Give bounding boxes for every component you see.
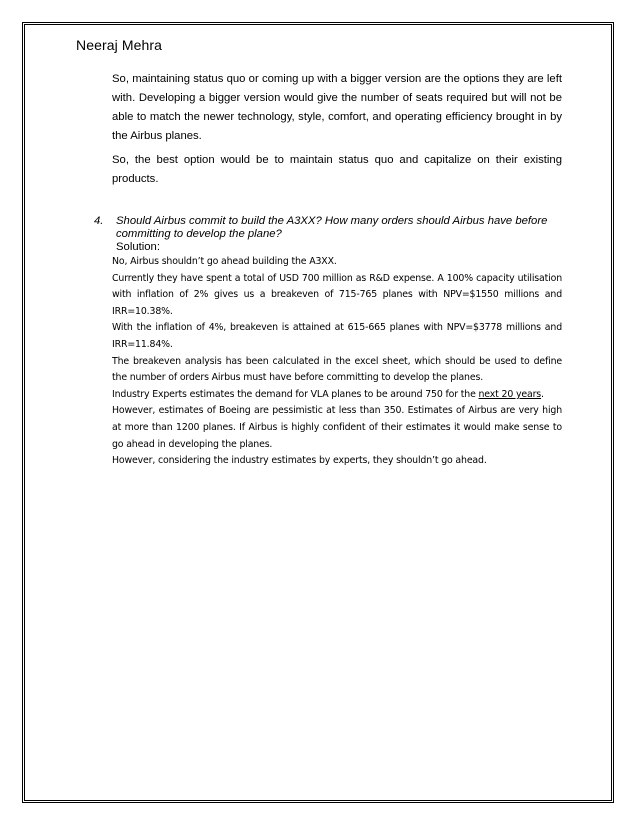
next-20-years-underlined: next 20 years bbox=[478, 388, 542, 400]
answer-line-3: With the inflation of 4%, breakeven is attained at 615-665 planes with NPV=$3778 millions and IRR=11.84%. bbox=[112, 322, 562, 350]
intro-paragraph-2: So, the best option would be to maintain status quo and capitalize on their existing products. bbox=[112, 154, 562, 185]
answer-line-1: No, Airbus shouldn’t go ahead building the A3XX. bbox=[112, 256, 337, 267]
answer-line-5 bbox=[112, 387, 562, 404]
answer-line-2: Currently they have spent a total of USD 700 million as R&D expense. A 100% capacity utilisation with inflation of 2% gives us a breakeven of 715-765 planes with NPV=$1550 millions and IRR=10.38%. bbox=[112, 272, 562, 317]
answer-line-4: The breakeven analysis has been calculated in the excel sheet, which should be used to define the number of orders Airbus must have before committing to develop the planes. bbox=[112, 355, 562, 384]
answer-line-7: However, considering the industry estimates by experts, they shouldn’t go ahead. bbox=[112, 455, 487, 467]
answer-line-5-end: . bbox=[541, 388, 544, 400]
author-name: Neeraj Mehra bbox=[76, 37, 163, 53]
question-number: 4. bbox=[94, 215, 104, 227]
answer-body bbox=[112, 254, 562, 470]
question-text: Should Airbus commit to build the A3XX? How many orders should Airbus have before committing to develop the plane? bbox=[116, 215, 548, 240]
intro-paragraph-1: So, maintaining status quo or coming up with a bigger version are the options they are left with. Developing a bigger version would give the number of seats required but will not be able to match the newer technology, style, comfort, and operating efficiency brought in by the Airbus planes. bbox=[112, 73, 562, 142]
solution-label: Solution: bbox=[116, 241, 160, 253]
answer-line-6: However, estimates of Boeing are pessimistic at less than 350. Estimates of Airbus are very high at more than 1200 planes. If Airbus is highly confident of their estimates it would make sense to go ahead in developing the planes. bbox=[112, 405, 562, 450]
answer-line-5-text: Industry Experts estimates the demand for VLA planes to be around 750 for the bbox=[112, 388, 479, 400]
